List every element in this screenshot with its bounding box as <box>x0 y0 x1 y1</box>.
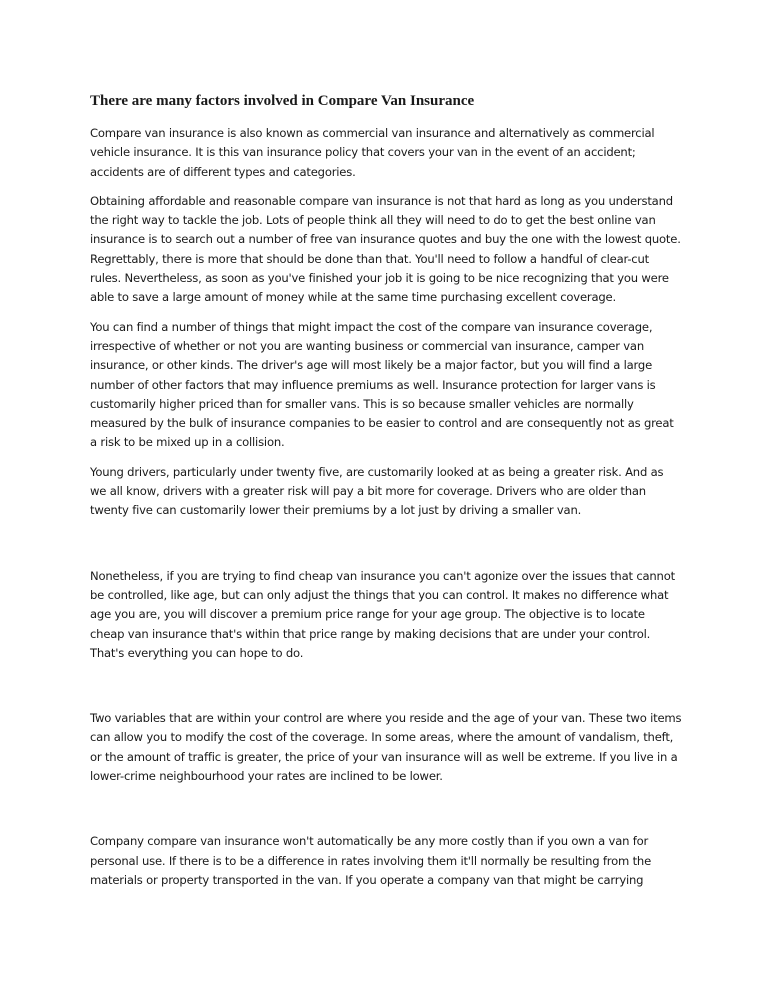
paragraph-affordable: Obtaining affordable and reasonable compare van insurance is not that hard as long as you understand the right way to tackle the job. Lots of people think all they will need to do to get the best online van insurance is to search out a number of free van insurance quotes and buy the one with the lowest quote. Regrettably, there is more that should be done than that. You'll need to follow a handful of clear-cut rules. Nevertheless, as soon as you've finished your job it is going to be nice recognizing that you were able to save a large amount of money while at the same time purchasing excellent coverage. <box>90 193 681 305</box>
paragraph-cheap-insurance: Nonetheless, if you are trying to find cheap van insurance you can't agonize over the issues that cannot be controlled, like age, but can only adjust the things that you can control. It makes no difference what age you are, you will discover a premium price range for your age group. The objective is to locate cheap van insurance that's within that price range by making decisions that are under your control. That's everything you can hope to do. <box>90 568 675 660</box>
document-title: There are many factors involved in Compare Van Insurance <box>90 93 475 109</box>
paragraph-intro: Compare van insurance is also known as commercial van insurance and alternatively as commercial vehicle insurance. It is this van insurance policy that covers your van in the event of an accident; accidents are of different types and categories. <box>90 126 655 179</box>
paragraph-control-variables: Two variables that are within your control are where you reside and the age of your van. These two items can allow you to modify the cost of the coverage. In some areas, where the amount of vandalism, theft, or the amount of traffic is greater, the price of your van insurance will as well be extreme. If you live in a lower-crime neighbourhood your rates are inclined to be lower. <box>90 711 682 784</box>
paragraph-cost-factors: You can find a number of things that might impact the cost of the compare van insurance coverage, irrespective of whether or not you are wanting business or commercial van insurance, camper van insurance, or other kinds. The driver's age will most likely be a major factor, but you will find a large number of other factors that may influence premiums as well. Insurance protection for larger vans is customarily higher priced than for smaller vans. This is so because smaller vehicles are normally measured by the bulk of insurance companies to be easier to control and are consequently not as great a risk to be mixed up in a collision. <box>90 319 674 450</box>
paragraph-company-van: Company compare van insurance won't automatically be any more costly than if you own a van for personal use. If there is to be a difference in rates involving them it'll normally be resulting from the materials or property transported in the van. If you operate a company van that might be carrying <box>90 834 651 887</box>
paragraph-young-drivers: Young drivers, particularly under twenty five, are customarily looked at as being a greater risk. And as we all know, drivers with a greater risk will pay a bit more for coverage. Drivers who are older than twenty five can customarily lower their premiums by a lot just by driving a smaller van. <box>90 464 664 518</box>
document-body <box>90 92 682 900</box>
